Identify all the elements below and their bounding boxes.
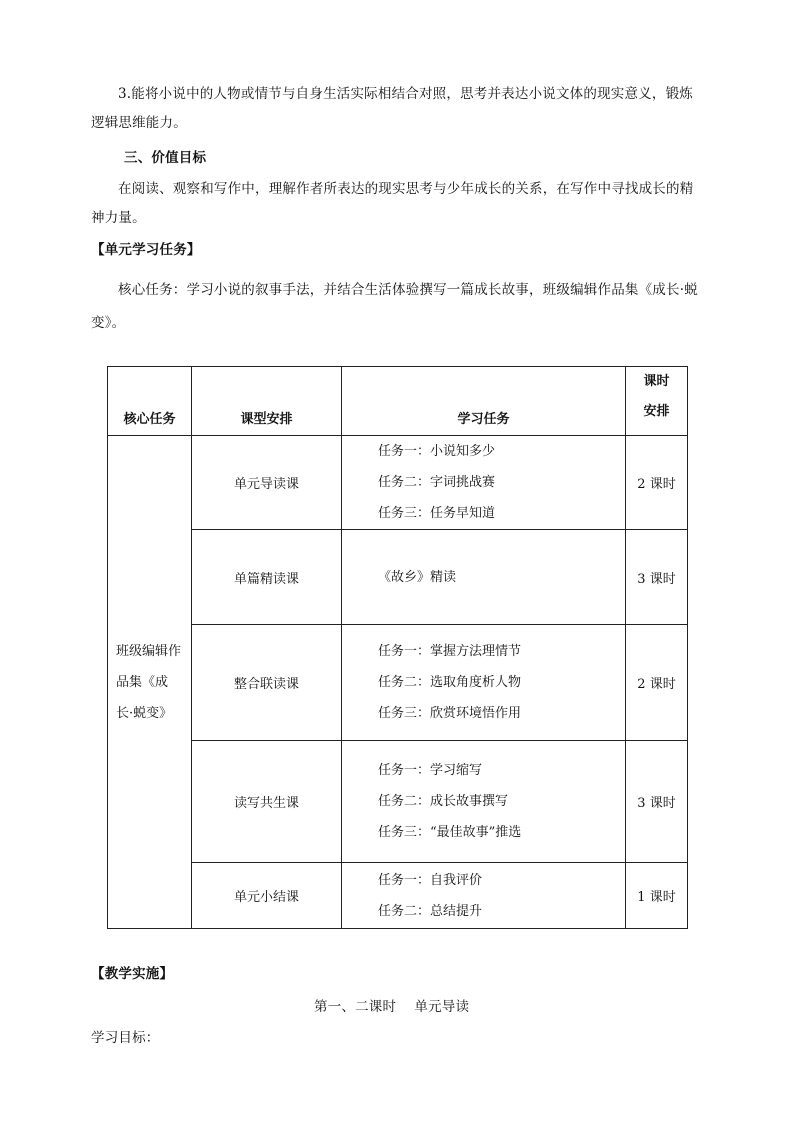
task-item: 任务三：“最佳故事”推选 [378,825,522,840]
value-goal-line-1: 在阅读、观察和写作中，理解作者所表达的现实思考与少年成长的关系，在写作中寻找成长的精 [118,181,694,197]
table-row [108,863,688,929]
core-task-cell [108,436,192,929]
core-task-line-1: 核心任务：学习小说的叙事手法，并结合生活体验撰写一篇成长故事，班级编辑作品集《成长·蜕 [118,282,698,298]
table-row [108,436,688,530]
task-item: 任务二：总结提升 [378,903,483,919]
task-item: 任务三：任务早知道 [378,506,496,521]
core-task-line: 品集《成 [116,674,169,690]
header-core-task: 核心任务 [108,367,192,436]
unit-task-heading: 【单元学习任务】 [91,242,201,258]
tasks-cell [342,741,626,863]
lesson-plan-table [107,366,688,929]
header-lesson-type: 课型安排 [192,367,342,436]
task-item: 任务一：学习缩写 [378,763,483,778]
task-item: 任务一：小说知多少 [378,444,496,459]
hours-cell: 1 课时 [626,863,688,929]
lesson-type-cell: 整合联读课 [192,625,342,741]
lesson-title: 第一、二课时 单元导读 [314,999,470,1015]
hours-cell: 3 课时 [626,741,688,863]
tasks-cell [342,863,626,929]
header-hours [626,367,688,436]
value-goal-heading: 三、价值目标 [124,150,207,166]
task-item: 任务二：字词挑战赛 [378,475,496,490]
implementation-heading: 【教学实施】 [91,966,174,982]
learning-goals-label: 学习目标： [91,1030,160,1046]
task-item: 任务二：选取角度析人物 [378,675,522,690]
value-goal-line-2: 神力量。 [91,210,146,226]
tasks-cell [342,530,626,625]
core-task-line-2: 变》。 [91,315,126,331]
hours-cell: 3 课时 [626,530,688,625]
task-item: 任务三：欣赏环境悟作用 [378,706,522,721]
core-task-line: 班级编辑作 [116,643,182,659]
header-hours-line-1: 课时 [643,374,670,389]
table-row [108,530,688,625]
table-header-row [108,367,688,436]
task-item: 任务二：成长故事撰写 [378,794,509,809]
lesson-type-cell: 单元导读课 [192,436,342,530]
task-item: 任务一：掌握方法理情节 [378,644,522,659]
hours-cell: 2 课时 [626,625,688,741]
lesson-type-cell: 单篇精读课 [192,530,342,625]
tasks-cell [342,625,626,741]
task-item: 《故乡》精读 [378,569,457,585]
core-task-line: 长·蜕变》 [116,705,173,721]
lesson-type-cell: 单元小结课 [192,863,342,929]
goal-3-line-2: 逻辑思维能力。 [91,115,187,131]
table-row [108,741,688,863]
header-learning-tasks: 学习任务 [342,367,626,436]
hours-cell: 2 课时 [626,436,688,530]
tasks-cell [342,436,626,530]
lesson-type-cell: 读写共生课 [192,741,342,863]
task-item: 任务一：自我评价 [378,872,483,888]
goal-3-line-1: 3.能将小说中的人物或情节与自身生活实际相结合对照，思考并表达小说文体的现实意义，锻炼 [118,86,693,102]
table-row [108,625,688,741]
header-hours-line-2: 安排 [643,404,670,419]
